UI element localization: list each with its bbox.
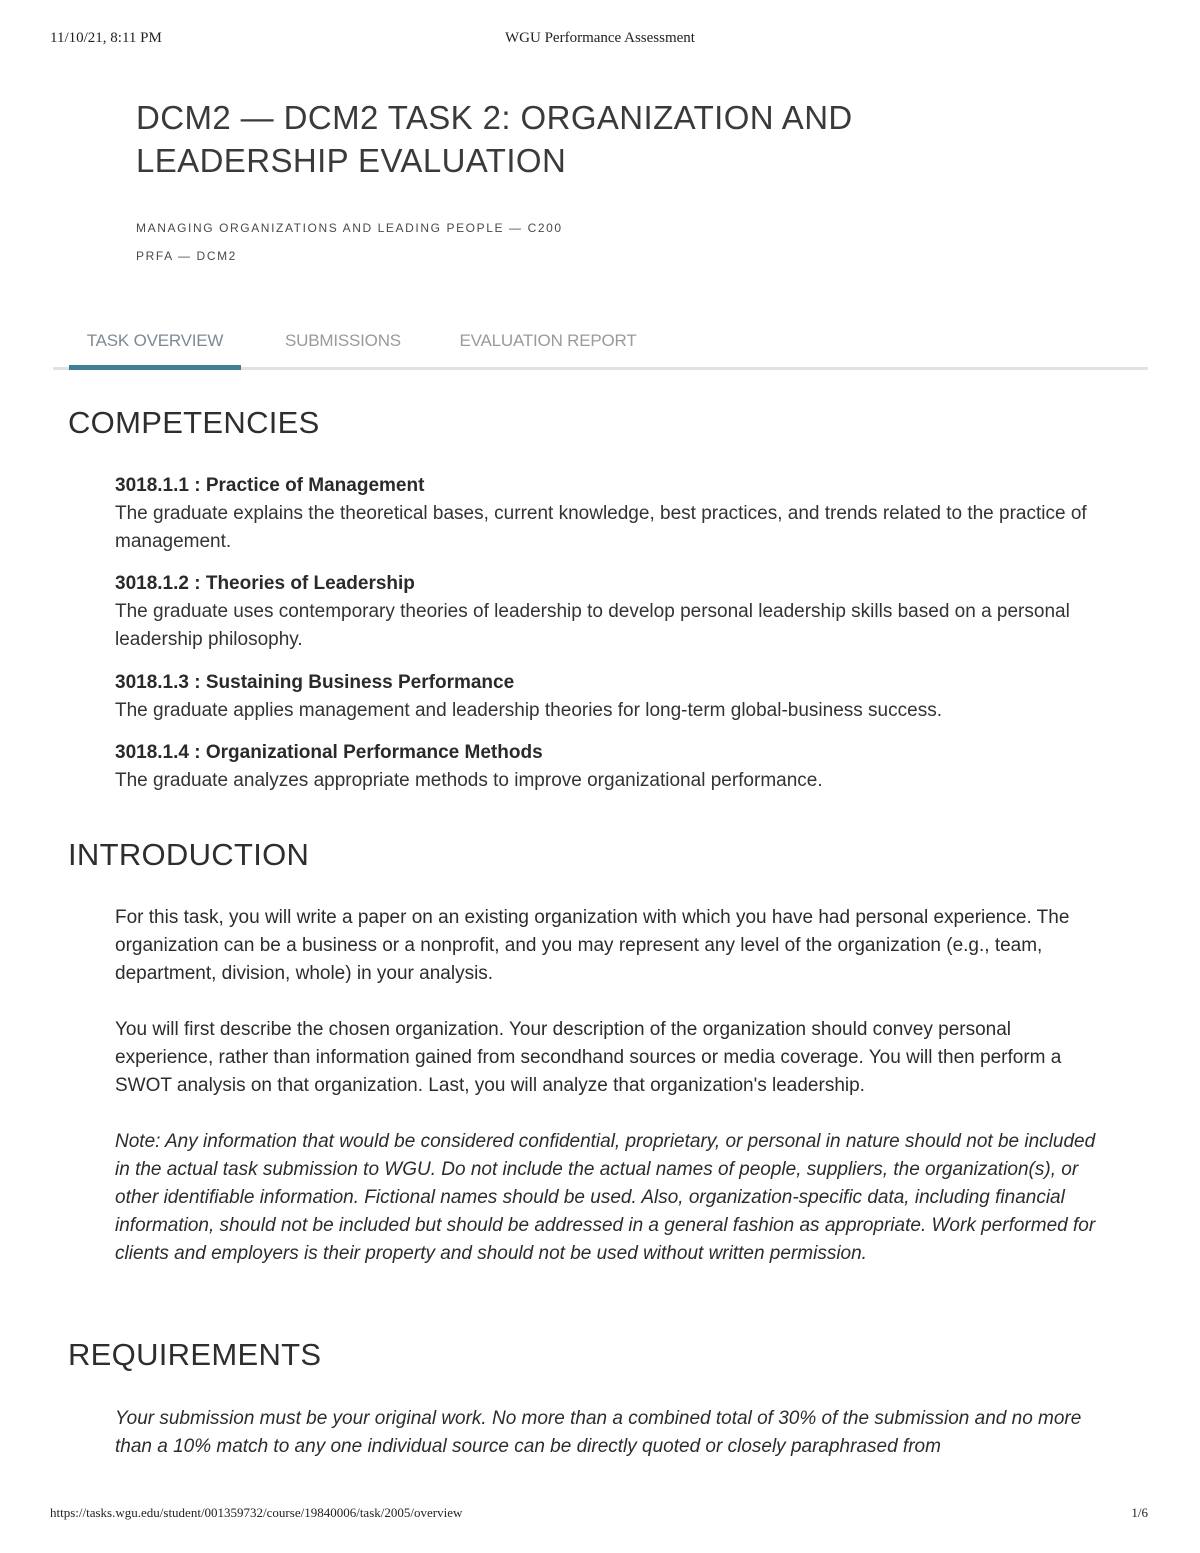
print-footer	[0, 1505, 1200, 1525]
introduction-heading: INTRODUCTION	[68, 837, 310, 872]
requirements-paragraph: Your submission must be your original work. No more than a combined total of 30% of the submission and no more than a 10% match to any one individual source can be directly quoted or closely paraphrased from	[115, 1408, 1082, 1457]
introduction-paragraph: You will first describe the chosen organization. Your description of the organization should convey personal experience, rather than information gained from secondhand sources or media coverage. You will then perform a SWOT analysis on that organization. Last, you will analyze that organization's leadership.	[115, 1019, 1062, 1096]
competency-description: The graduate uses contemporary theories of leadership to develop personal leadership skills based on a personal leadership philosophy.	[115, 601, 1070, 650]
competency-item	[115, 669, 1105, 725]
tab-evaluation-report[interactable]: EVALUATION REPORT	[459, 331, 637, 350]
requirements-heading: REQUIREMENTS	[68, 1337, 322, 1372]
tab-bar	[53, 328, 1148, 370]
competency-description: The graduate analyzes appropriate methods to improve organizational performance.	[115, 770, 823, 791]
introduction-paragraph: For this task, you will write a paper on an existing organization with which you have had personal experience. The organization can be a business or a nonprofit, and you may represent any level of the organization (e.g., team, department, division, whole) in your analysis.	[115, 907, 1070, 984]
tab-submissions[interactable]: SUBMISSIONS	[285, 331, 401, 350]
tab-task-overview[interactable]: TASK OVERVIEW	[69, 328, 241, 370]
assessment-code: PRFA — DCM2	[136, 249, 237, 263]
confidentiality-note: Note: Any information that would be considered confidential, proprietary, or personal in nature should not be included in the actual task submission to WGU. Do not include the actual names of people, suppliers, the organization(s), or other identifiable information. Fictional names should be used. Also, organization-specific data, including financial information, should not be included but should be addressed in a general fashion as appropriate. Work performed for clients and employers is their property and should not be used without written permission.	[115, 1131, 1096, 1264]
competency-item	[115, 739, 1105, 795]
print-datetime: 11/10/21, 8:11 PM	[50, 30, 162, 46]
competency-description: The graduate applies management and leadership theories for long-term global-business success.	[115, 700, 942, 721]
competency-item	[115, 472, 1105, 556]
competency-title: 3018.1.3 : Sustaining Business Performance	[115, 672, 515, 693]
competency-title: 3018.1.2 : Theories of Leadership	[115, 573, 415, 594]
competency-item	[115, 570, 1105, 654]
page-number: 1/6	[1131, 1505, 1148, 1520]
competency-title: 3018.1.4 : Organizational Performance Methods	[115, 742, 543, 763]
page-title: DCM2 — DCM2 TASK 2: ORGANIZATION AND LEADERSHIP EVALUATION	[136, 99, 853, 179]
competency-title: 3018.1.1 : Practice of Management	[115, 475, 425, 496]
competencies-heading: COMPETENCIES	[68, 405, 320, 440]
competency-description: The graduate explains the theoretical bases, current knowledge, best practices, and trends related to the practice of management.	[115, 503, 1087, 552]
print-doc-title: WGU Performance Assessment	[505, 30, 695, 46]
print-header	[0, 30, 1200, 50]
print-url: https://tasks.wgu.edu/student/001359732/course/19840006/task/2005/overview	[50, 1505, 463, 1520]
course-name: MANAGING ORGANIZATIONS AND LEADING PEOPLE — C200	[136, 221, 563, 235]
